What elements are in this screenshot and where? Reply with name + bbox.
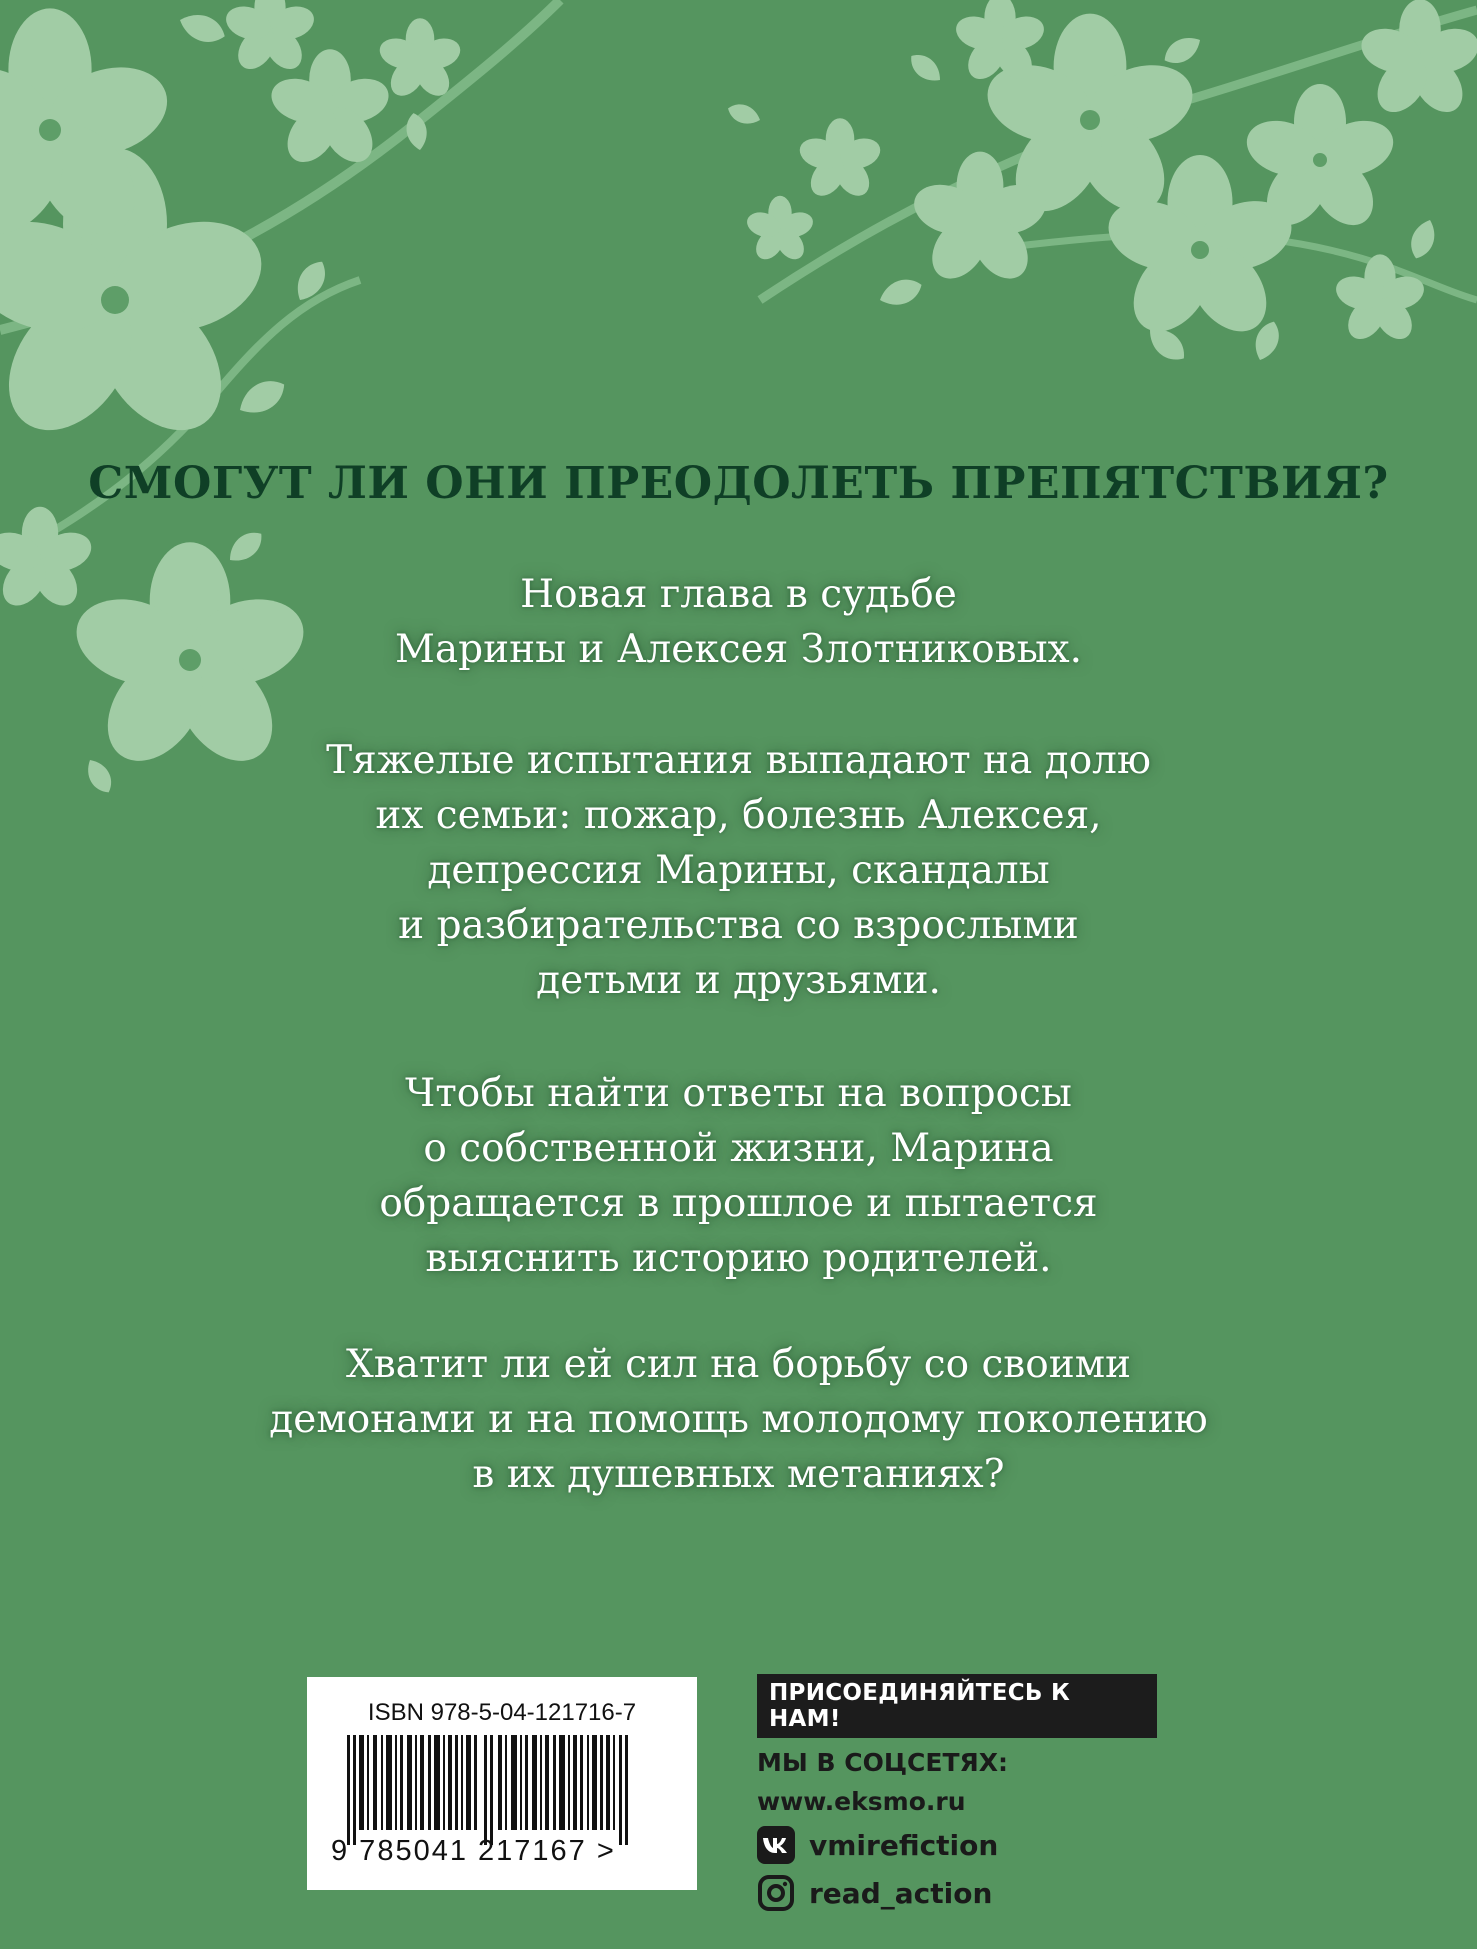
text-line: Чтобы найти ответы на вопросы bbox=[405, 1071, 1072, 1116]
text-line: демонами и на помощь молодому поколению bbox=[269, 1397, 1208, 1442]
barcode-bars bbox=[347, 1735, 657, 1845]
instagram-icon bbox=[757, 1874, 795, 1912]
isbn-number: ISBN 978-5-04-121716-7 bbox=[367, 1699, 637, 1726]
social-networks-label: МЫ В СОЦСЕТЯХ: bbox=[757, 1748, 1009, 1777]
text-line: их семьи: пожар, болезнь Алексея, bbox=[375, 793, 1102, 838]
text-line: депрессия Марины, скандалы bbox=[427, 848, 1050, 893]
paragraph-3 bbox=[0, 1066, 1477, 1286]
text-line: выяснить историю родителей. bbox=[425, 1236, 1052, 1281]
vk-handle: vmirefiction bbox=[809, 1828, 999, 1862]
text-line: обращается в прошлое и пытается bbox=[379, 1181, 1098, 1226]
text-line: в их душевных метаниях? bbox=[472, 1452, 1005, 1497]
text-line: и разбирательства со взрослыми bbox=[398, 903, 1079, 948]
social-block bbox=[757, 1674, 1157, 1912]
instagram-handle: read_action bbox=[809, 1876, 993, 1910]
text-line: детьми и друзьями. bbox=[536, 958, 941, 1003]
text-line: Новая глава в судьбе bbox=[520, 572, 957, 617]
website-link[interactable]: www.eksmo.ru bbox=[757, 1787, 966, 1816]
vk-row[interactable] bbox=[757, 1826, 1157, 1864]
paragraph-2 bbox=[0, 733, 1477, 1008]
paragraph-4 bbox=[0, 1337, 1477, 1502]
text-line: о собственной жизни, Марина bbox=[423, 1126, 1054, 1171]
instagram-row[interactable] bbox=[757, 1874, 1157, 1912]
barcode-block bbox=[307, 1677, 697, 1890]
vk-icon bbox=[757, 1826, 795, 1864]
join-us-label: ПРИСОЕДИНЯЙТЕСЬ К НАМ! bbox=[757, 1674, 1157, 1738]
text-line: Марины и Алексея Злотниковых. bbox=[394, 627, 1082, 672]
headline: СМОГУТ ЛИ ОНИ ПРЕОДОЛЕТЬ ПРЕПЯТСТВИЯ? bbox=[88, 458, 1389, 509]
text-line: Тяжелые испытания выпадают на долю bbox=[326, 738, 1151, 783]
paragraph-1 bbox=[0, 567, 1477, 677]
ean-digits: 9 785041 217167 > bbox=[331, 1835, 616, 1867]
text-line: Хватит ли ей сил на борьбу со своими bbox=[345, 1342, 1132, 1387]
